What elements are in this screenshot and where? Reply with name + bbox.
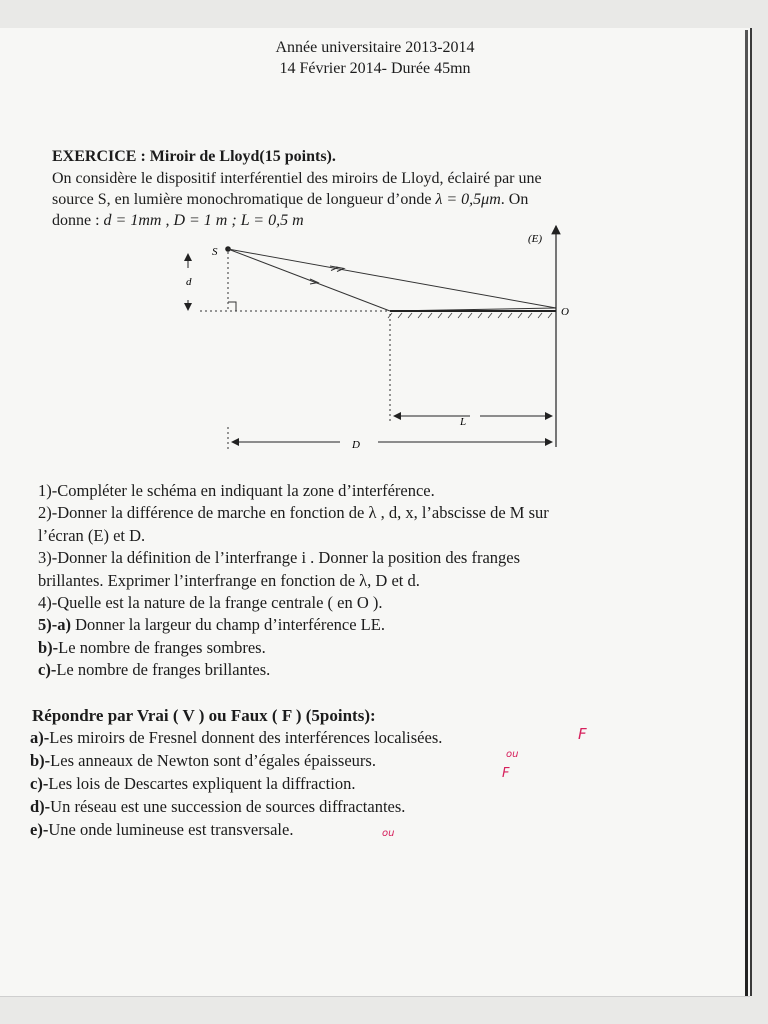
question-list	[38, 480, 718, 682]
question-text: l’écran (E) et D.	[38, 525, 146, 545]
tf-number: a)-	[30, 728, 50, 747]
question-number: b)-	[38, 637, 59, 657]
question-3	[38, 547, 718, 569]
sheet-edge	[745, 30, 748, 996]
question-1	[38, 480, 718, 502]
question-text: Donner la différence de marche en fonction de λ , d, x, l’abscisse de M sur	[57, 503, 549, 523]
statement-text: . On	[500, 191, 529, 208]
statement-text: source S, en lumière monochromatique de longueur d’onde	[52, 191, 436, 208]
question-3-cont	[38, 570, 718, 592]
tf-number: c)-	[30, 774, 49, 793]
tf-number: d)-	[30, 797, 51, 816]
wavelength-value: λ = 0,5μm	[435, 191, 501, 208]
tf-text: Les miroirs de Fresnel donnent des interférences localisées.	[49, 728, 443, 747]
label-l: L	[460, 416, 467, 428]
direct-ray	[228, 249, 556, 308]
tf-text: Les anneaux de Newton sont d’égales épaisseurs.	[50, 751, 376, 770]
question-5b	[38, 637, 718, 659]
question-number: 4)-	[38, 593, 58, 613]
mirror-hatching	[388, 313, 552, 318]
incident-ray	[228, 249, 390, 311]
statement-text: donne :	[52, 212, 104, 229]
question-text: Le nombre de franges sombres.	[58, 637, 266, 657]
question-4	[38, 592, 718, 614]
tf-item-e	[30, 818, 650, 841]
question-text: Compléter le schéma en indiquant la zone d’interférence.	[57, 481, 435, 500]
tf-item-d	[30, 795, 650, 818]
question-5a	[38, 614, 718, 636]
exercise-title: EXERCICE : Miroir de Lloyd(15 points).	[52, 148, 336, 165]
tf-item-c	[30, 766, 650, 795]
question-number: 3)-	[38, 548, 58, 568]
tf-text: Les lois de Descartes expliquent la diffraction.	[48, 774, 356, 793]
question-5c	[38, 659, 718, 681]
question-number: 5)-a)	[38, 615, 76, 635]
handwritten-mark: ou	[506, 749, 519, 760]
question-number: 1)-	[38, 481, 58, 500]
true-false-list	[30, 726, 650, 841]
question-text: Le nombre de franges brillantes.	[56, 660, 271, 680]
label-d: d	[186, 276, 192, 288]
label-screen: (E)	[528, 233, 543, 245]
label-s: S	[212, 246, 218, 258]
statement-line-1: On considère le dispositif interférentiel des miroirs de Lloyd, éclairé par une	[52, 170, 542, 187]
question-text: Quelle est la nature de la frange centrale ( en O ).	[57, 593, 383, 613]
handwritten-mark: ou	[382, 828, 395, 839]
statement-line-2	[52, 189, 662, 210]
tf-text: Un réseau est une succession de sources diffractantes.	[50, 797, 406, 816]
tf-number: b)-	[30, 751, 51, 770]
tf-number: e)-	[30, 820, 49, 839]
question-2-cont	[38, 525, 718, 547]
tf-text: Une onde lumineuse est transversale.	[48, 820, 294, 839]
true-false-title: Répondre par Vrai ( V ) ou Faux ( F ) (5points):	[32, 706, 376, 725]
tf-item-b	[30, 749, 650, 772]
label-o: O	[561, 306, 569, 318]
lloyd-mirror-diagram	[170, 222, 590, 457]
academic-year: Année universitaire 2013-2014	[275, 39, 475, 56]
right-angle-mark	[228, 302, 236, 311]
question-text: brillantes. Exprimer l’interfrange en fonction de λ, D et d.	[38, 570, 420, 590]
given-values: d = 1mm , D = 1 m ; L = 0,5 m	[103, 212, 304, 229]
handwritten-mark: F	[578, 725, 587, 743]
exam-date-duration: 14 Février 2014- Durée 45mn	[279, 60, 471, 77]
question-text: Donner la largeur du champ d’interférence LE.	[75, 615, 385, 635]
question-number: c)-	[38, 660, 57, 680]
handwritten-mark: F	[502, 766, 510, 781]
question-2	[38, 502, 718, 524]
question-number: 2)-	[38, 503, 58, 523]
question-text: Donner la définition de l’interfrange i . Donner la position des franges	[57, 548, 521, 568]
tf-item-a	[30, 726, 650, 749]
label-big-d: D	[352, 439, 360, 451]
